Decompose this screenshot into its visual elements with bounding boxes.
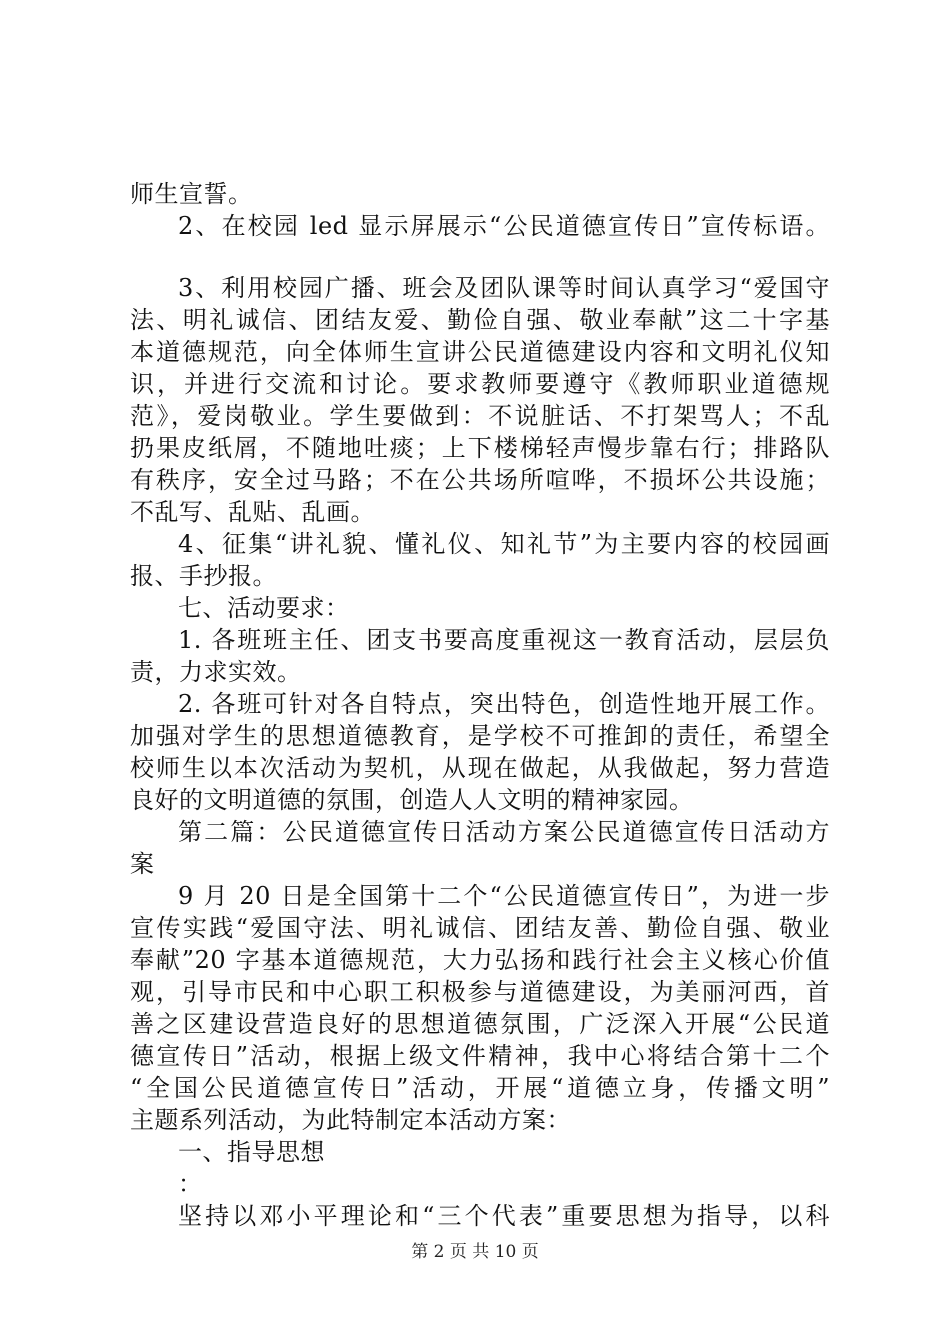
text-line: 3、利用校园广播、班会及团队课等时间认真学习“爱国守 xyxy=(178,274,830,302)
text-line: 校师生以本次活动为契机，从现在做起，从我做起，努力营造 xyxy=(130,754,830,782)
text-line: 观，引导市民和中心职工积极参与道德建设，为美丽河西，首 xyxy=(130,978,830,1006)
chapter-title: 第二篇：公民道德宣传日活动方案公民道德宣传日活动方 xyxy=(178,818,830,846)
text-line: 奉献”20 字基本道德规范，大力弘扬和践行社会主义核心价值 xyxy=(130,946,830,974)
text-line: 本道德规范，向全体师生宣讲公民道德建设内容和文明礼仪知 xyxy=(130,338,830,366)
text-line: 9 月 20 日是全国第十二个“公民道德宣传日”，为进一步 xyxy=(178,882,830,910)
chapter-title: 案 xyxy=(130,850,155,878)
text-line: 责，力求实效。 xyxy=(130,658,302,686)
text-line: 有秩序，安全过马路；不在公共场所喧哗，不损坏公共设施； xyxy=(130,466,830,494)
text-line: 不乱写、乱贴、乱画。 xyxy=(130,498,375,526)
text-line: 2、在校园 led 显示屏展示“公民道德宣传日”宣传标语。 xyxy=(178,212,830,240)
text-line: 2. 各班可针对各自特点，突出特色，创造性地开展工作。 xyxy=(178,690,830,718)
text-line: 主题系列活动，为此特制定本活动方案： xyxy=(130,1106,571,1134)
section-heading: 七、活动要求： xyxy=(178,594,350,622)
text-line: 4、征集“讲礼貌、懂礼仪、知礼节”为主要内容的校园画 xyxy=(178,530,830,558)
text-line: 法、明礼诚信、团结友爱、勤俭自强、敬业奉献”这二十字基 xyxy=(130,306,830,334)
text-line: 报、手抄报。 xyxy=(130,562,277,590)
text-line: 坚持以邓小平理论和“三个代表”重要思想为指导，以科 xyxy=(178,1202,830,1230)
text-line: 宣传实践“爱国守法、明礼诚信、团结友善、勤俭自强、敬业 xyxy=(130,914,830,942)
text-line: 扔果皮纸屑，不随地吐痰；上下楼梯轻声慢步靠右行；排路队 xyxy=(130,434,830,462)
text-line: “全国公民道德宣传日”活动，开展“道德立身，传播文明” xyxy=(130,1074,830,1102)
text-line: 识，并进行交流和讨论。要求教师要遵守《教师职业道德规 xyxy=(130,370,830,398)
text-line: 1. 各班班主任、团支书要高度重视这一教育活动，层层负 xyxy=(178,626,830,654)
text-line: 范》，爱岗敬业。学生要做到：不说脏话、不打架骂人；不乱 xyxy=(130,402,830,430)
section-heading: 一、指导思想 xyxy=(178,1138,325,1166)
text-line: 师生宣誓。 xyxy=(130,180,253,208)
text-line: 加强对学生的思想道德教育，是学校不可推卸的责任，希望全 xyxy=(130,722,830,750)
text-line: 良好的文明道德的氛围，创造人人文明的精神家园。 xyxy=(130,786,694,814)
text-line: 德宣传日”活动，根据上级文件精神，我中心将结合第十二个 xyxy=(130,1042,830,1070)
text-line: 善之区建设营造良好的思想道德氛围，广泛深入开展“公民道 xyxy=(130,1010,830,1038)
page-number-footer: 第 2 页 共 10 页 xyxy=(411,1242,539,1262)
text-line: ： xyxy=(178,1170,203,1198)
